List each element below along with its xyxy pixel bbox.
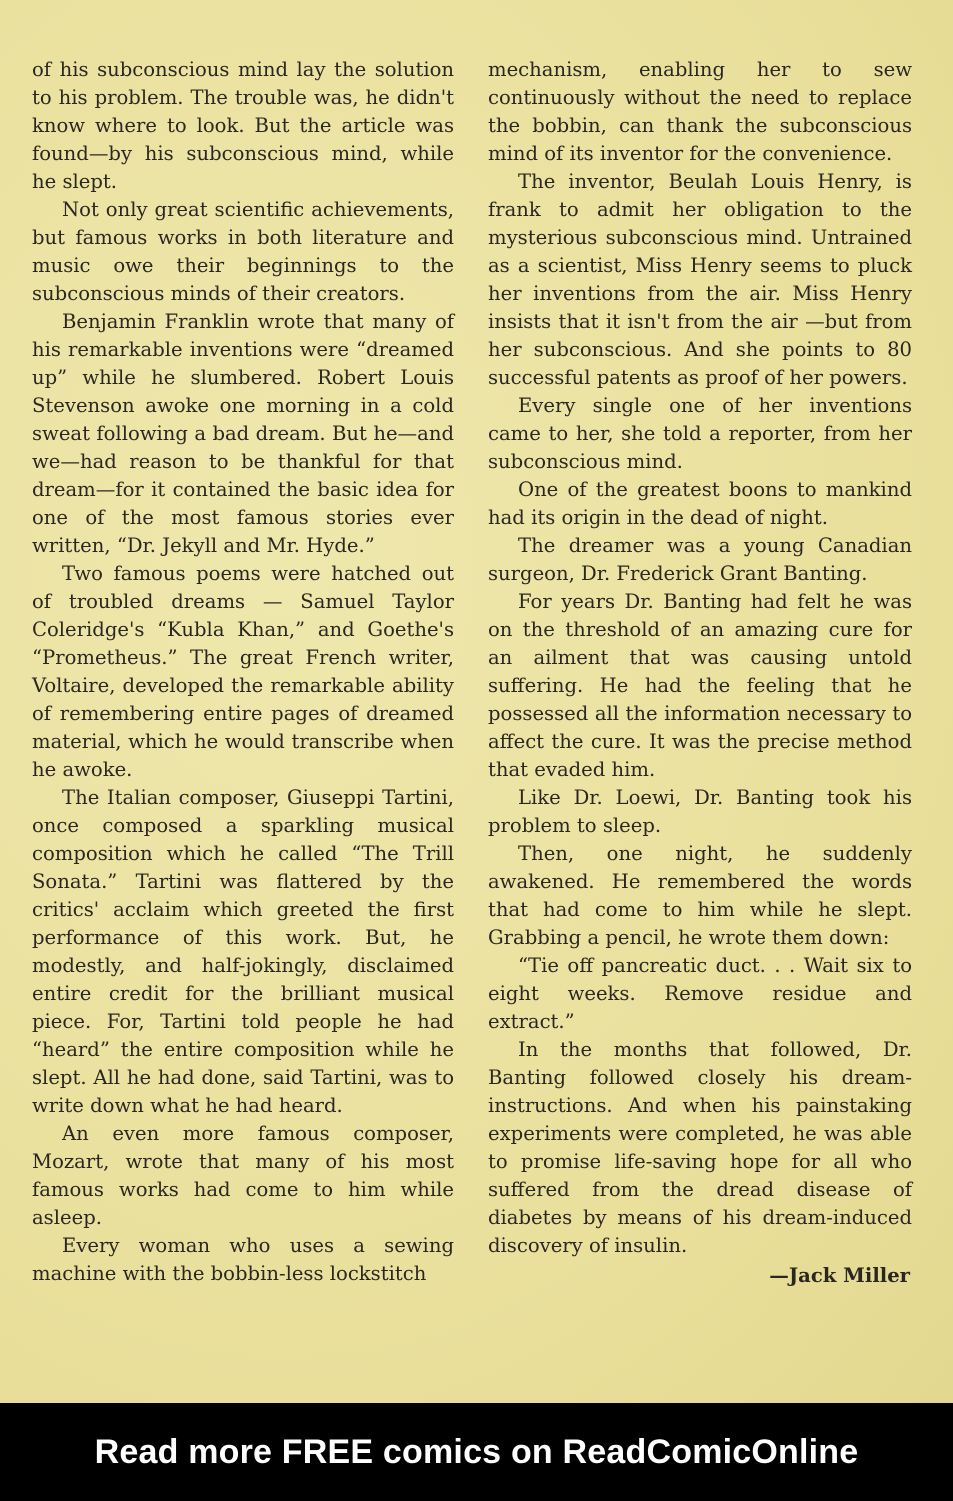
promo-banner[interactable] (0, 1403, 953, 1501)
paragraph: For years Dr. Banting had felt he was on the threshold of an amazing cure for an ailment that was causing untold suffering. He had the feeling that he possessed all the information necessary to affect the cure. It was the precise method that evaded him. (488, 590, 912, 781)
paragraph: Every single one of her inventions came to her, she told a reporter, from her subconscious mind. (488, 394, 912, 473)
paragraph: Two famous poems were hatched out of troubled dreams — Samuel Taylor Coleridge's “Kubla Khan,” and Goethe's “Prometheus.” The great French writer, Voltaire, developed the remarkable ability of remembering entire pages of dreamed material, which he would transcribe when he awoke. (32, 562, 454, 781)
paragraph: The dreamer was a young Canadian surgeon, Dr. Frederick Grant Banting. (488, 534, 912, 585)
paragraph: An even more famous composer, Mozart, wrote that many of his most famous works had come to him while asleep. (32, 1122, 454, 1229)
paragraph: In the months that followed, Dr. Banting followed closely his dream-instructions. And when his painstaking experiments were completed, he was able to promise life-saving hope for all who suffered from the dread disease of diabetes by means of his dream-induced discovery of insulin. (488, 1038, 912, 1257)
paragraph: The Italian composer, Giuseppi Tartini, once composed a sparkling musical composition which he called “The Trill Sonata.” Tartini was flattered by the critics' acclaim which greeted the first performance of this work. But, he modestly, and half-jokingly, disclaimed entire credit for the brilliant musical piece. For, Tartini told people he had “heard” the entire composition while he slept. All he had done, said Tartini, was to write down what he had heard. (32, 786, 454, 1117)
paragraph: Then, one night, he suddenly awakened. He remembered the words that had come to him while he slept. Grabbing a pencil, he wrote them down: (488, 842, 912, 949)
paragraph: The inventor, Beulah Louis Henry, is frank to admit her obligation to the mysterious subconscious mind. Untrained as a scientist, Miss Henry seems to pluck her inventions from the air. Miss Henry insists that it isn't from the air —but from her subconscious. And she points to 80 successful patents as proof of her powers. (488, 170, 912, 389)
article-column-right (488, 56, 912, 1290)
author-signature: —Jack Miller (769, 1264, 910, 1287)
paragraph: One of the greatest boons to mankind had its origin in the dead of night. (488, 478, 912, 529)
paragraph: of his subconscious mind lay the solution to his problem. The trouble was, he didn't know where to look. But the article was found—by his subconscious mind, while he slept. (32, 58, 454, 193)
paragraph: mechanism, enabling her to sew continuously without the need to replace the bobbin, can thank the subconscious mind of its inventor for the convenience. (488, 58, 912, 165)
promo-banner-text: Read more FREE comics on ReadComicOnline (94, 1432, 859, 1471)
paragraph: Every woman who uses a sewing machine with the bobbin-less lockstitch (32, 1234, 454, 1285)
paragraph: “Tie off pancreatic duct. . . Wait six to eight weeks. Remove residue and extract.” (488, 954, 912, 1033)
paragraph: Like Dr. Loewi, Dr. Banting took his problem to sleep. (488, 786, 912, 837)
paragraph: Not only great scientific achievements, but famous works in both literature and music owe their beginnings to the subconscious minds of their creators. (32, 198, 454, 305)
article-column-left (32, 56, 454, 1288)
paragraph: Benjamin Franklin wrote that many of his remarkable inventions were “dreamed up” while he slumbered. Robert Louis Stevenson awoke one morning in a cold sweat following a bad dream. But he—and we—had reason to be thankful for that dream—for it contained the basic idea for one of the most famous stories ever written, “Dr. Jekyll and Mr. Hyde.” (32, 310, 454, 557)
